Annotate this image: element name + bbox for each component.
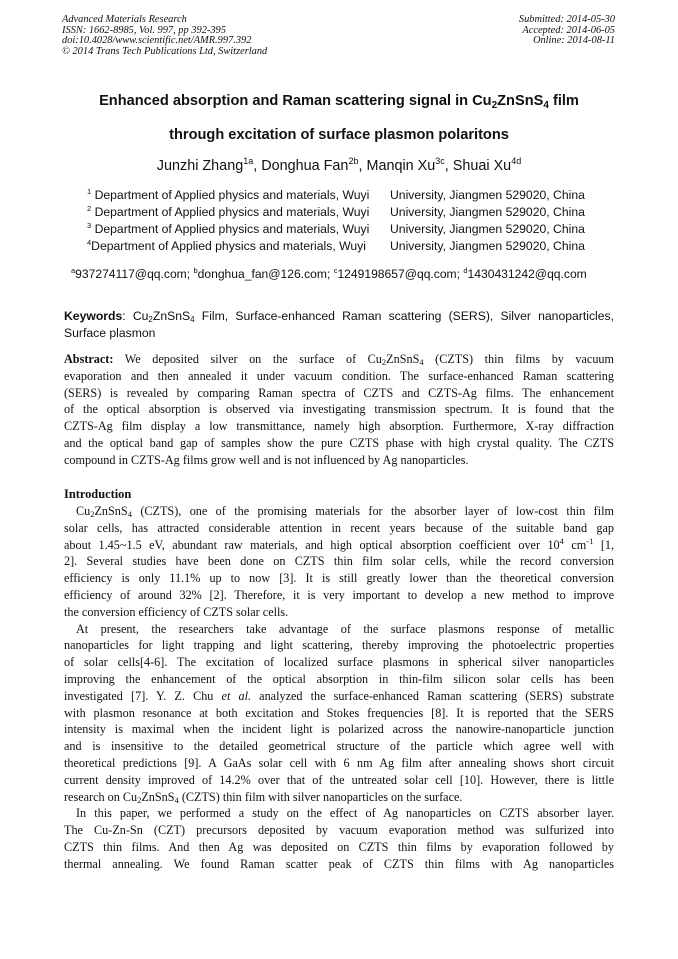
paragraph-line: improving the enhancement of the optical absorption in thin-film silicon solar cells has been xyxy=(64,671,614,686)
paragraph-line: efficiency is only 11.1% up to now [3]. It is still greatly lower than the theoretical conversion xyxy=(64,571,614,586)
paragraph-line: thermal annealing. We found Raman scatter peak of CZTS thin films with Ag nanoparticles xyxy=(64,856,614,871)
paragraph-line: and is insensitive to the detailed geometrical structure of the particle which agree well with xyxy=(64,739,614,754)
abstract-line: compound in CZTS-Ag films grow well and is not influenced by Ag nanoparticles. xyxy=(64,452,469,467)
abstract-line: Abstract: We deposited silver on the surface of $Cu_2ZnSnS_4$ (CZTS) thin films by vacuum xyxy=(64,352,614,367)
abstract xyxy=(64,351,614,469)
accepted-date: Accepted: 2014-06-05 xyxy=(522,24,615,36)
paper-title-line-2: through excitation of surface plasmon polaritons xyxy=(169,127,509,143)
affiliation-1: $^1$ Department of Applied physics and materials, Wuyi University, Jiangmen 529020, China xyxy=(87,187,585,202)
author-emails: $^a$937274117@qq.com; $^b$donghua_fan@126.com; $^c$1249198657@qq.com; $^d$1430431242@qq.com xyxy=(71,266,587,281)
abstract-line: of the optical absorption is observed via investigating transmission spectrum. It is found that the xyxy=(64,402,614,417)
keywords-label: Keywords xyxy=(64,309,123,323)
affiliation-2: $^2$ Department of Applied physics and materials, Wuyi University, Jiangmen 529020, China xyxy=(87,204,585,219)
paragraph-line: investigated [7]. Y. Z. Chu et al. analyzed the surface-enhanced Raman scattering (SERS) substrate xyxy=(64,688,614,703)
author-name: Junzhi Zhang xyxy=(156,158,244,174)
keywords-block xyxy=(64,308,614,342)
abstract-line: (SERS) is revealed by comparing Raman spectra of CZTS and CZTS-Ag films. The enhancement xyxy=(64,385,614,400)
submitted-date: Submitted: 2014-05-30 xyxy=(518,14,615,25)
journal-doi: doi:10.4028/www.scientific.net/AMR.997.392 xyxy=(62,35,252,47)
journal-name: Advanced Materials Research xyxy=(62,14,187,25)
introduction-body xyxy=(64,503,614,873)
abstract-line: and the optical band gap of samples show the pure CZTS phase with high crystal quality. The CZTS xyxy=(64,435,614,450)
paragraph-line: the conversion efficiency of CZTS solar cells. xyxy=(64,604,289,619)
email-link[interactable]: 937274117@qq.com; xyxy=(75,267,191,281)
abstract-line: CZTS-Ag film display a low transmittance, namely high absorption. Furthermore, X-ray diffraction xyxy=(64,419,614,434)
abstract-line: evaporation and then annealed it under vacuum condition. The surface-enhanced Raman scattering xyxy=(64,368,614,383)
keywords-line-2: Surface plasmon xyxy=(64,326,156,340)
paragraph-line: CZTS thin films. And then Ag was deposited on CZTS thin films by evaporation followed by xyxy=(64,839,614,854)
email-link[interactable]: 1430431242@qq.com xyxy=(467,267,587,281)
author-name: Manqin Xu xyxy=(366,158,436,174)
paragraph-line: The Cu-Zn-Sn (CZT) precursors deposited by vacuum evaporation method was sulfurized into xyxy=(64,823,614,838)
journal-issn: ISSN: 1662-8985, Vol. 997, pp 392-395 xyxy=(62,24,226,36)
email-link[interactable]: 1249198657@qq.com; xyxy=(337,267,460,281)
paragraph-line: In this paper, we performed a study on the effect of Ag nanoparticles on CZTS absorber layer. xyxy=(76,806,614,821)
section-heading-introduction: Introduction xyxy=(64,487,132,501)
paragraph-line: about 1.45~1.5 eV, abundant raw materials, and high optical absorption coefficient over $10^4$ $cm^{-1}$ [1, xyxy=(64,536,614,552)
journal-info xyxy=(62,15,267,58)
author-list: Junzhi Zhang$^{1a}$, Donghua Fan$^{2b}$, Manqin $Xu^{3c}$, Shuai $Xu^{4d}$ xyxy=(156,156,522,174)
paragraph-line: of solar cells[4-6]. The excitation of localized surface plasmons in spherical silver nanoparticles xyxy=(64,655,614,670)
paragraph-line: with plasmon resonance at both excitation and Stokes frequencies [8]. It is reported that the SERS xyxy=(64,705,614,720)
paragraph-line: intensity is maximal when the incident light is polarized across the nanowire-nanoparticle junction xyxy=(64,722,614,737)
paragraph-line: solar cells, has attracted considerable attention in recent years because of the suitable band gap xyxy=(64,520,614,535)
paragraph-line: theoretical predictions [9]. A GaAs solar cell with 6 nm Ag film after annealing shows short circuit xyxy=(64,755,614,770)
affiliation-3: $^3$ Department of Applied physics and materials, Wuyi University, Jiangmen 529020, China xyxy=(87,221,585,236)
paragraph-line: nanoparticles for light trapping and light scattering, thereby improving the photoelectric properties xyxy=(64,638,614,653)
keywords-line-1: Keywords: $Cu_2ZnSnS_4$ Film, Surface-enhanced Raman scattering (SERS), Silver nanoparticles, xyxy=(64,309,615,324)
paragraph-line: At present, the researchers take advantage of the surface plasmons response of metallic xyxy=(76,621,614,636)
online-date: Online: 2014-08-11 xyxy=(532,35,615,47)
paragraph-line: 2]. Several studies have been done on CZTS thin film solar cells, while the record conversion xyxy=(64,554,614,569)
journal-copyright: © 2014 Trans Tech Publications Ltd, Switzerland xyxy=(62,46,268,58)
paragraph-line: research on $Cu_2ZnSnS_4$ (CZTS) thin film with silver nanoparticles on the surface. xyxy=(64,789,463,805)
submission-dates xyxy=(519,15,615,47)
author-name: Shuai Xu xyxy=(452,158,512,174)
author-name: Donghua Fan xyxy=(261,158,349,174)
affiliation-4: $^4$Department of Applied physics and materials, Wuyi University, Jiangmen 529020, China xyxy=(87,238,585,253)
email-link[interactable]: donghua_fan@126.com; xyxy=(197,267,331,281)
paragraph-line: $Cu_2ZnSnS_4$ (CZTS), one of the promising materials for the absorber layer of low-cost thin film xyxy=(76,504,614,519)
paper-title-line-1: Enhanced absorption and Raman scattering signal in $Cu_2ZnSnS_4$ film xyxy=(99,93,579,111)
paragraph-line: current density improved of 14.2% over that of the untreated solar cell [10]. However, there is little xyxy=(64,772,614,787)
paragraph-line: efficiency of around 32% [2]. Therefore, it is very important to develop a new method to improve xyxy=(64,587,614,602)
abstract-label: Abstract: xyxy=(64,352,114,366)
